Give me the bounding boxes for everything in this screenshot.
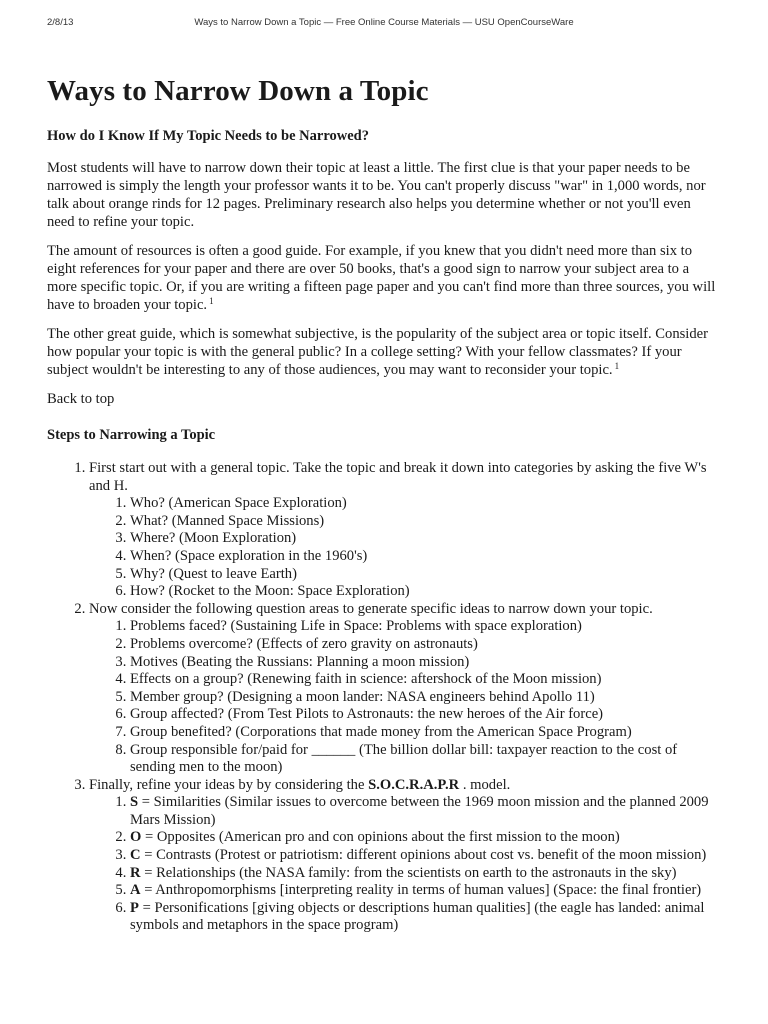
model-item-text: = Contrasts (Protest or patriotism: different opinions about cost vs. benefit of the moon mission) — [140, 847, 707, 864]
model-letter: A — [130, 882, 141, 899]
step-3 — [89, 777, 719, 935]
list-item — [130, 900, 719, 935]
print-page-title: Ways to Narrow Down a Topic — Free Online Course Materials — USU OpenCourseWare — [194, 17, 574, 28]
list-item: 2. Problems overcome? (Effects of zero gravity on astronauts) — [130, 636, 719, 654]
print-date: 2/8/13 — [47, 17, 74, 28]
paragraph-text: Most students will have to narrow down their topic at least a little. The first clue is that your paper needs to be narrowed is simply the length your professor wants it to be. You can't properly discuss "war" in 1,000 words, nor talk about orange rinds for 12 pages. Preliminary research also helps you determine whether or not you'll even need to refine your topic. — [47, 160, 706, 230]
model-item-text: = Relationships (the NASA family: from the scientists on earth to the astronauts in the sky) — [140, 864, 677, 881]
paragraph-1 — [47, 159, 719, 231]
footnote-link[interactable]: 1 — [209, 296, 214, 306]
list-item: 8. Group responsible for/paid for ______ (The billion dollar bill: taxpayer reaction to the cost of sending men to the moon) — [130, 742, 719, 777]
list-item: 5. Member group? (Designing a moon lander: NASA engineers behind Apollo 11) — [130, 689, 719, 707]
list-item: 4. When? (Space exploration in the 1960's) — [130, 548, 719, 566]
list-item — [130, 882, 719, 900]
socrapr-model-name: S.O.C.R.A.P.R — [368, 776, 460, 793]
question-areas-list — [89, 618, 719, 776]
step-text: Finally, refine your ideas by by considering the — [89, 776, 369, 793]
model-letter: P — [130, 899, 139, 916]
model-letter: C — [130, 847, 141, 864]
step-text: First start out with a general topic. Take the topic and break it down into categories by asking the five W's and H. — [89, 460, 707, 494]
list-item: 1. Problems faced? (Sustaining Life in Space: Problems with space exploration) — [130, 618, 719, 636]
page-title: Ways to Narrow Down a Topic — [47, 75, 429, 107]
list-item: 3. Where? (Moon Exploration) — [130, 530, 719, 548]
list-item: 6. Group affected? (From Test Pilots to Astronauts: the new heroes of the Air force) — [130, 706, 719, 724]
list-item: 2. What? (Manned Space Missions) — [130, 513, 719, 531]
paragraph-2 — [47, 242, 719, 314]
paragraph-text: The other great guide, which is somewhat subjective, is the popularity of the subject area or topic itself. Consider how popular your topic is with the general public? In a college setting? With your fellow classmates? If your subject wouldn't be interesting to any of those audiences, you may want to reconsider your topic. — [47, 326, 708, 378]
steps-list — [47, 460, 719, 935]
step-text-end: . model. — [459, 776, 511, 793]
paragraph-3 — [47, 325, 719, 379]
list-item: 6. How? (Rocket to the Moon: Space Exploration) — [130, 583, 719, 601]
list-item — [130, 847, 719, 865]
section-heading-steps: Steps to Narrowing a Topic — [47, 427, 216, 443]
list-item — [130, 829, 719, 847]
step-2 — [89, 601, 719, 777]
list-item: 1. Who? (American Space Exploration) — [130, 495, 719, 513]
model-letter: O — [130, 829, 142, 846]
model-item-text: = Personifications [giving objects or descriptions human qualities] (the eagle has landed: animal symbols and metaphors in the space program) — [130, 899, 705, 934]
model-letter: R — [130, 864, 141, 881]
model-item-text: = Opposites (American pro and con opinions about the first mission to the moon) — [141, 829, 620, 846]
article — [47, 74, 719, 935]
footnote-link[interactable]: 1 — [614, 361, 620, 371]
back-to-top-link[interactable]: Back to top — [47, 391, 115, 407]
list-item: 4. Effects on a group? (Renewing faith in science: aftershock of the Moon mission) — [130, 671, 719, 689]
section-heading-narrowed: How do I Know If My Topic Needs to be Narrowed? — [47, 128, 369, 144]
list-item — [130, 865, 719, 883]
model-item-text: = Anthropomorphisms [interpreting reality in terms of human values] (Space: the final frontier) — [140, 882, 702, 899]
list-item: 3. Motives (Beating the Russians: Planning a moon mission) — [130, 654, 719, 672]
paragraph-text: The amount of resources is often a good guide. For example, if you knew that you didn't need more than six to eight references for your paper and there are over 50 books, that's a good sign to narrow your subject area to a more specific topic. Or, if you are writing a fifteen page paper and you can't find more than three sources, you will have to broaden your topic. — [47, 243, 716, 313]
model-letter: S — [130, 794, 139, 811]
list-item: 7. Group benefited? (Corporations that made money from the American Space Program) — [130, 724, 719, 742]
model-item-text: = Similarities (Similar issues to overcome between the 1969 moon mission and the planned 2009 Mars Mission) — [130, 794, 709, 828]
five-ws-list — [89, 495, 719, 601]
step-text: Now consider the following question areas to generate specific ideas to narrow down your topic. — [89, 600, 653, 617]
socrapr-list — [89, 794, 719, 935]
step-1 — [89, 460, 719, 601]
list-item — [130, 794, 719, 829]
list-item: 5. Why? (Quest to leave Earth) — [130, 566, 719, 584]
print-header — [0, 17, 768, 33]
